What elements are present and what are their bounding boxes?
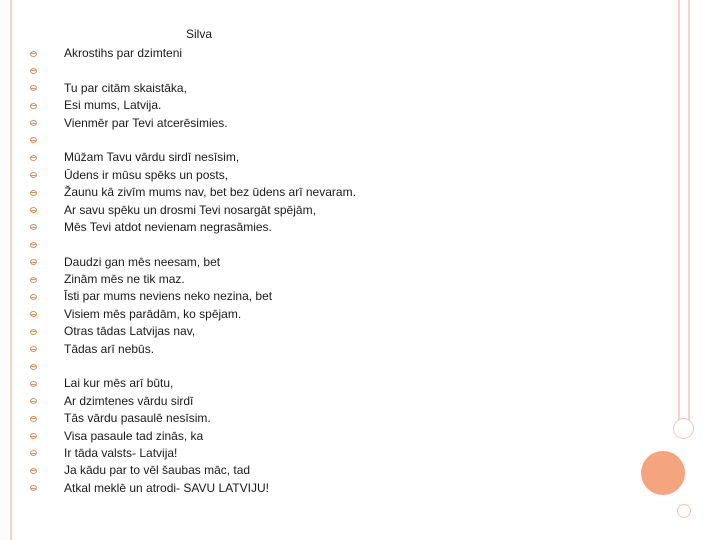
bullet-icon — [30, 172, 37, 178]
bullet-icon — [30, 433, 37, 439]
bullet-icon — [30, 277, 37, 283]
bullet-icon — [30, 85, 37, 91]
decorative-circle-tiny — [677, 504, 691, 518]
poem-line-text: Akrostihs par dzimteni — [64, 46, 183, 60]
bullet-icon — [30, 207, 37, 213]
poem-line-text: Visiem mēs parādām, ko spējam. — [64, 306, 242, 321]
slide-frame-right — [678, 0, 690, 434]
decorative-circle-large — [641, 451, 685, 495]
poem-line-text: Mēs Tevi atdot nevienam negrasāmies. — [64, 219, 272, 234]
poem-line-text: Atkal meklē un atrodi- SAVU LATVIJU! — [64, 480, 269, 495]
bullet-icon — [30, 242, 37, 248]
bullet-icon — [30, 155, 37, 161]
poem-line-text: Ūdens ir mūsu spēks un posts, — [64, 167, 229, 182]
bullet-icon — [30, 364, 37, 370]
poem-line-text: Vienmēr par Tevi atcerēsimies. — [64, 115, 228, 130]
poem-line-text: Ir tāda valsts- Latvija! — [64, 445, 178, 460]
poem-line-text: Tās vārdu pasaulē nesīsim. — [64, 411, 211, 426]
bullet-icon — [30, 329, 37, 335]
slide-frame-left — [10, 0, 12, 540]
bullet-icon — [30, 68, 37, 74]
poem-line-text: Ar dzimtenes vārdu sirdī — [64, 393, 194, 408]
poem-line-text: Daudzi gan mēs neesam, bet — [64, 254, 221, 269]
bullet-icon — [30, 346, 37, 352]
poem-line-text: Īsti par mums neviens neko nezina, bet — [64, 289, 273, 304]
poem-line-text: Mūžam Tavu vārdu sirdī nesīsim, — [64, 150, 240, 165]
bullet-icon — [30, 416, 37, 422]
poem-line-text: Ar savu spēku un drosmi Tevi nosargāt spējām, — [64, 202, 316, 217]
author-name: Silva — [186, 27, 213, 41]
decorative-circle-small — [673, 418, 694, 439]
bullet-icon — [30, 381, 37, 387]
bullet-icon — [30, 294, 37, 300]
poem-line-text: Lai kur mēs arī būtu, — [64, 376, 174, 391]
poem-line-text: Tu par citām skaistāka, — [64, 80, 187, 95]
poem-line-text: Zinām mēs ne tik maz. — [64, 272, 185, 287]
poem-line-text: Otras tādas Latvijas nav, — [64, 324, 196, 339]
poem-line-text: Esi mums, Latvija. — [64, 98, 162, 113]
bullet-icon — [30, 137, 37, 143]
bullet-icon — [30, 468, 37, 474]
poem-line-text: Tādas arī nebūs. — [64, 341, 155, 356]
bullet-icon — [30, 51, 37, 57]
bullet-icon — [30, 120, 37, 126]
bullet-icon — [30, 398, 37, 404]
poem-line-text: Žaunu kā zivīm mums nav, bet bez ūdens arī nevaram. — [64, 185, 356, 200]
bullet-icon — [30, 311, 37, 317]
poem-line-text: Ja kādu par to vēl šaubas māc, tad — [64, 463, 251, 478]
bullet-icon — [30, 190, 37, 196]
poem-line-text: Visa pasaule tad zinās, ka — [64, 428, 204, 443]
bullet-icon — [30, 103, 37, 109]
bullet-icon — [30, 259, 37, 265]
bullet-icon — [30, 450, 37, 456]
bullet-icon — [30, 485, 37, 491]
bullet-icon — [30, 224, 37, 230]
